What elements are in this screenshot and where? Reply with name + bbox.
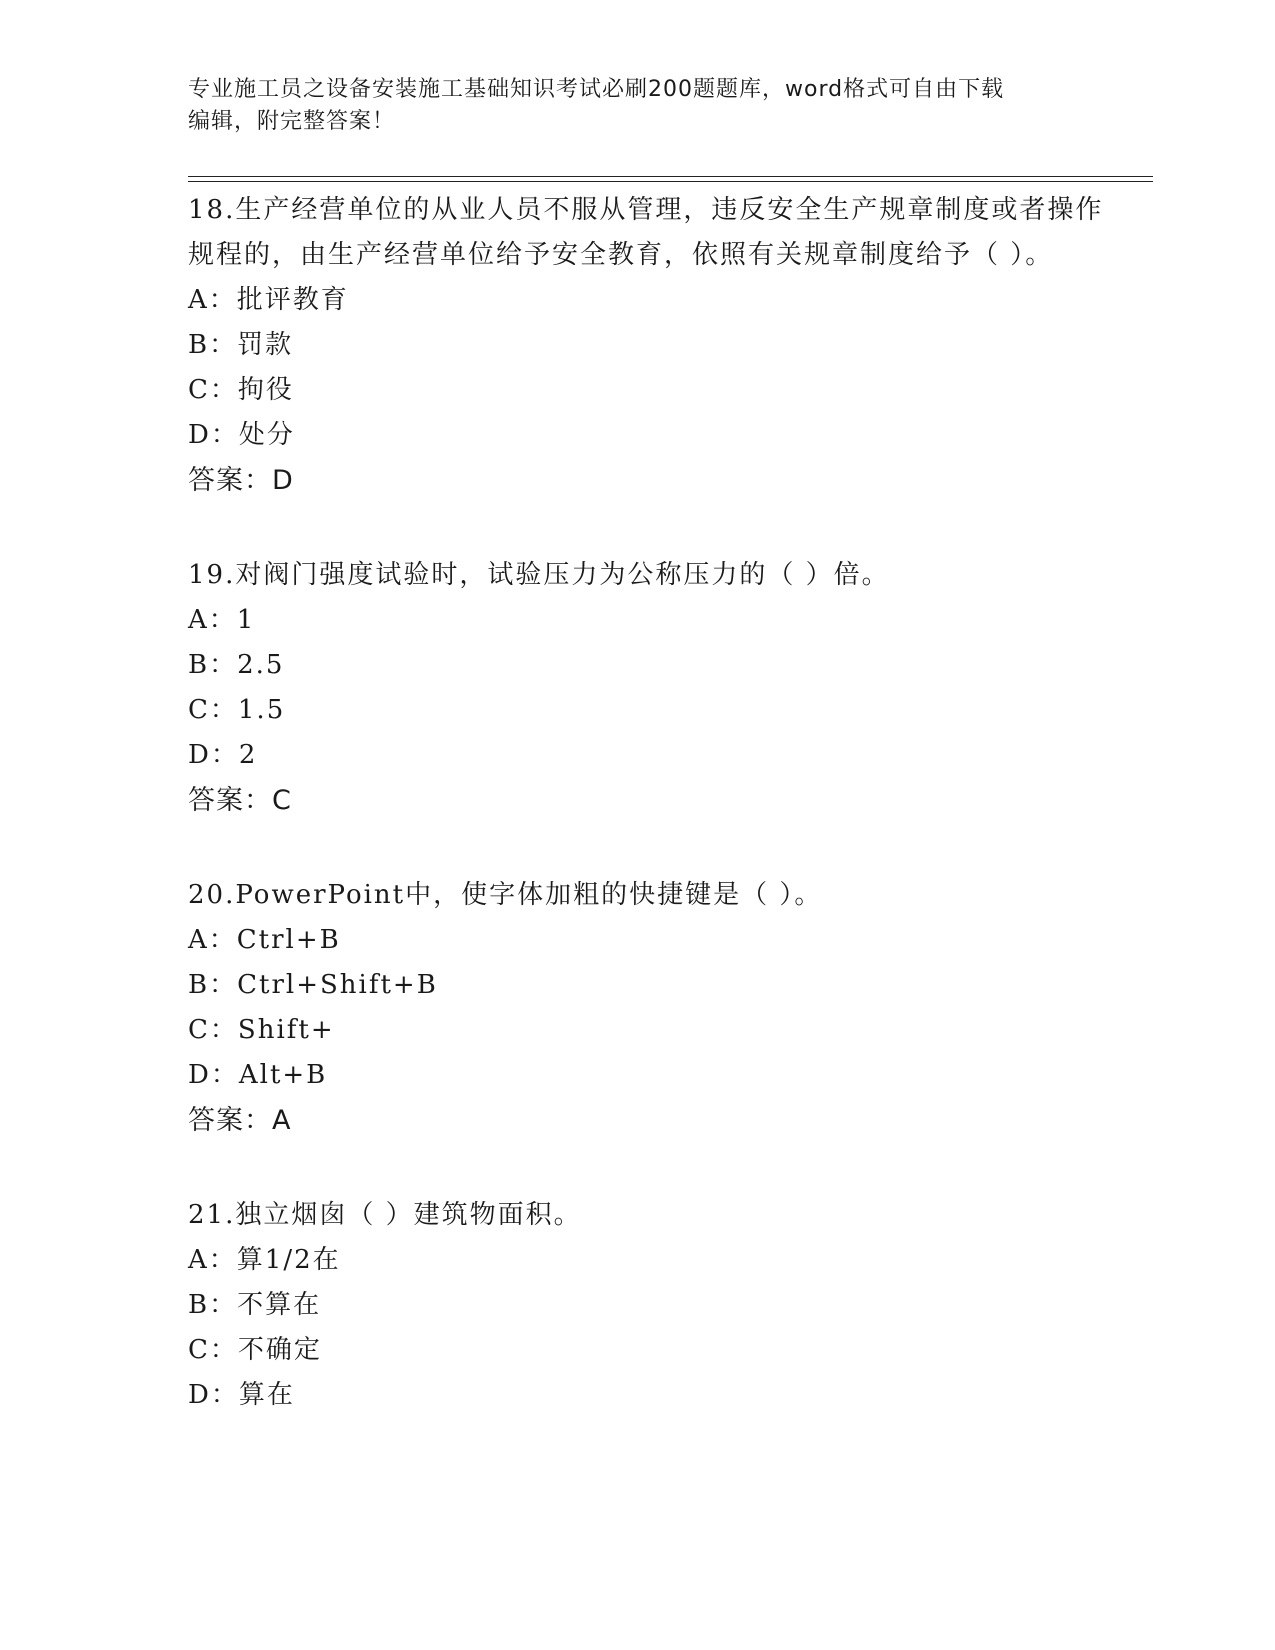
- option-c: C：1.5: [188, 695, 286, 725]
- question-number: 21.: [188, 1200, 236, 1230]
- header-divider-bottom: [188, 181, 1153, 182]
- question-text: [188, 188, 1108, 278]
- question-list: [188, 188, 1108, 1468]
- option-b: B：2.5: [188, 650, 285, 680]
- option-b: B：罚款: [188, 330, 294, 360]
- option-b: B：不算在: [188, 1290, 322, 1320]
- option-d: D：Alt+B: [188, 1060, 328, 1090]
- question-18: [188, 188, 1108, 503]
- question-text: [188, 553, 1108, 598]
- question-body: 生产经营单位的从业人员不服从管理，违反安全生产规章制度或者操作规程的，由生产经营单位给予安全教育，依照有关规章制度给予（ ）。: [188, 195, 1104, 270]
- question-body: 独立烟囱（ ）建筑物面积。: [235, 1200, 582, 1230]
- question-number: 18.: [188, 195, 236, 225]
- option-d: D：处分: [188, 420, 295, 450]
- answer-line: 答案：A: [188, 1105, 292, 1136]
- header-line-2: 编辑，附完整答案！: [188, 109, 396, 134]
- header-divider-top: [188, 176, 1153, 177]
- question-body: PowerPoint中，使字体加粗的快捷键是（ ）。: [235, 880, 823, 910]
- option-d: D：算在: [188, 1380, 295, 1410]
- option-c: C：拘役: [188, 375, 294, 405]
- option-a: A：批评教育: [188, 285, 349, 315]
- question-text: [188, 873, 1108, 918]
- option-c: C：Shift+: [188, 1015, 335, 1045]
- question-text: [188, 1193, 1108, 1238]
- option-a: A：Ctrl+B: [188, 925, 341, 955]
- question-number: 19.: [188, 560, 236, 590]
- question-21: [188, 1193, 1108, 1418]
- answer-line: 答案：C: [188, 785, 292, 816]
- option-a: A：算1/2在: [188, 1245, 341, 1275]
- question-20: [188, 873, 1108, 1143]
- question-19: [188, 553, 1108, 823]
- option-c: C：不确定: [188, 1335, 322, 1365]
- header-line-1: 专业施工员之设备安装施工基础知识考试必刷200题题库，word格式可自由下载: [188, 77, 1005, 102]
- document-header: [188, 74, 1088, 138]
- question-body: 对阀门强度试验时，试验压力为公称压力的（ ）倍。: [235, 560, 890, 590]
- option-d: D：2: [188, 740, 258, 770]
- answer-line: 答案：D: [188, 465, 294, 496]
- question-number: 20.: [188, 880, 236, 910]
- option-a: A：1: [188, 605, 256, 635]
- option-b: B：Ctrl+Shift+B: [188, 970, 438, 1000]
